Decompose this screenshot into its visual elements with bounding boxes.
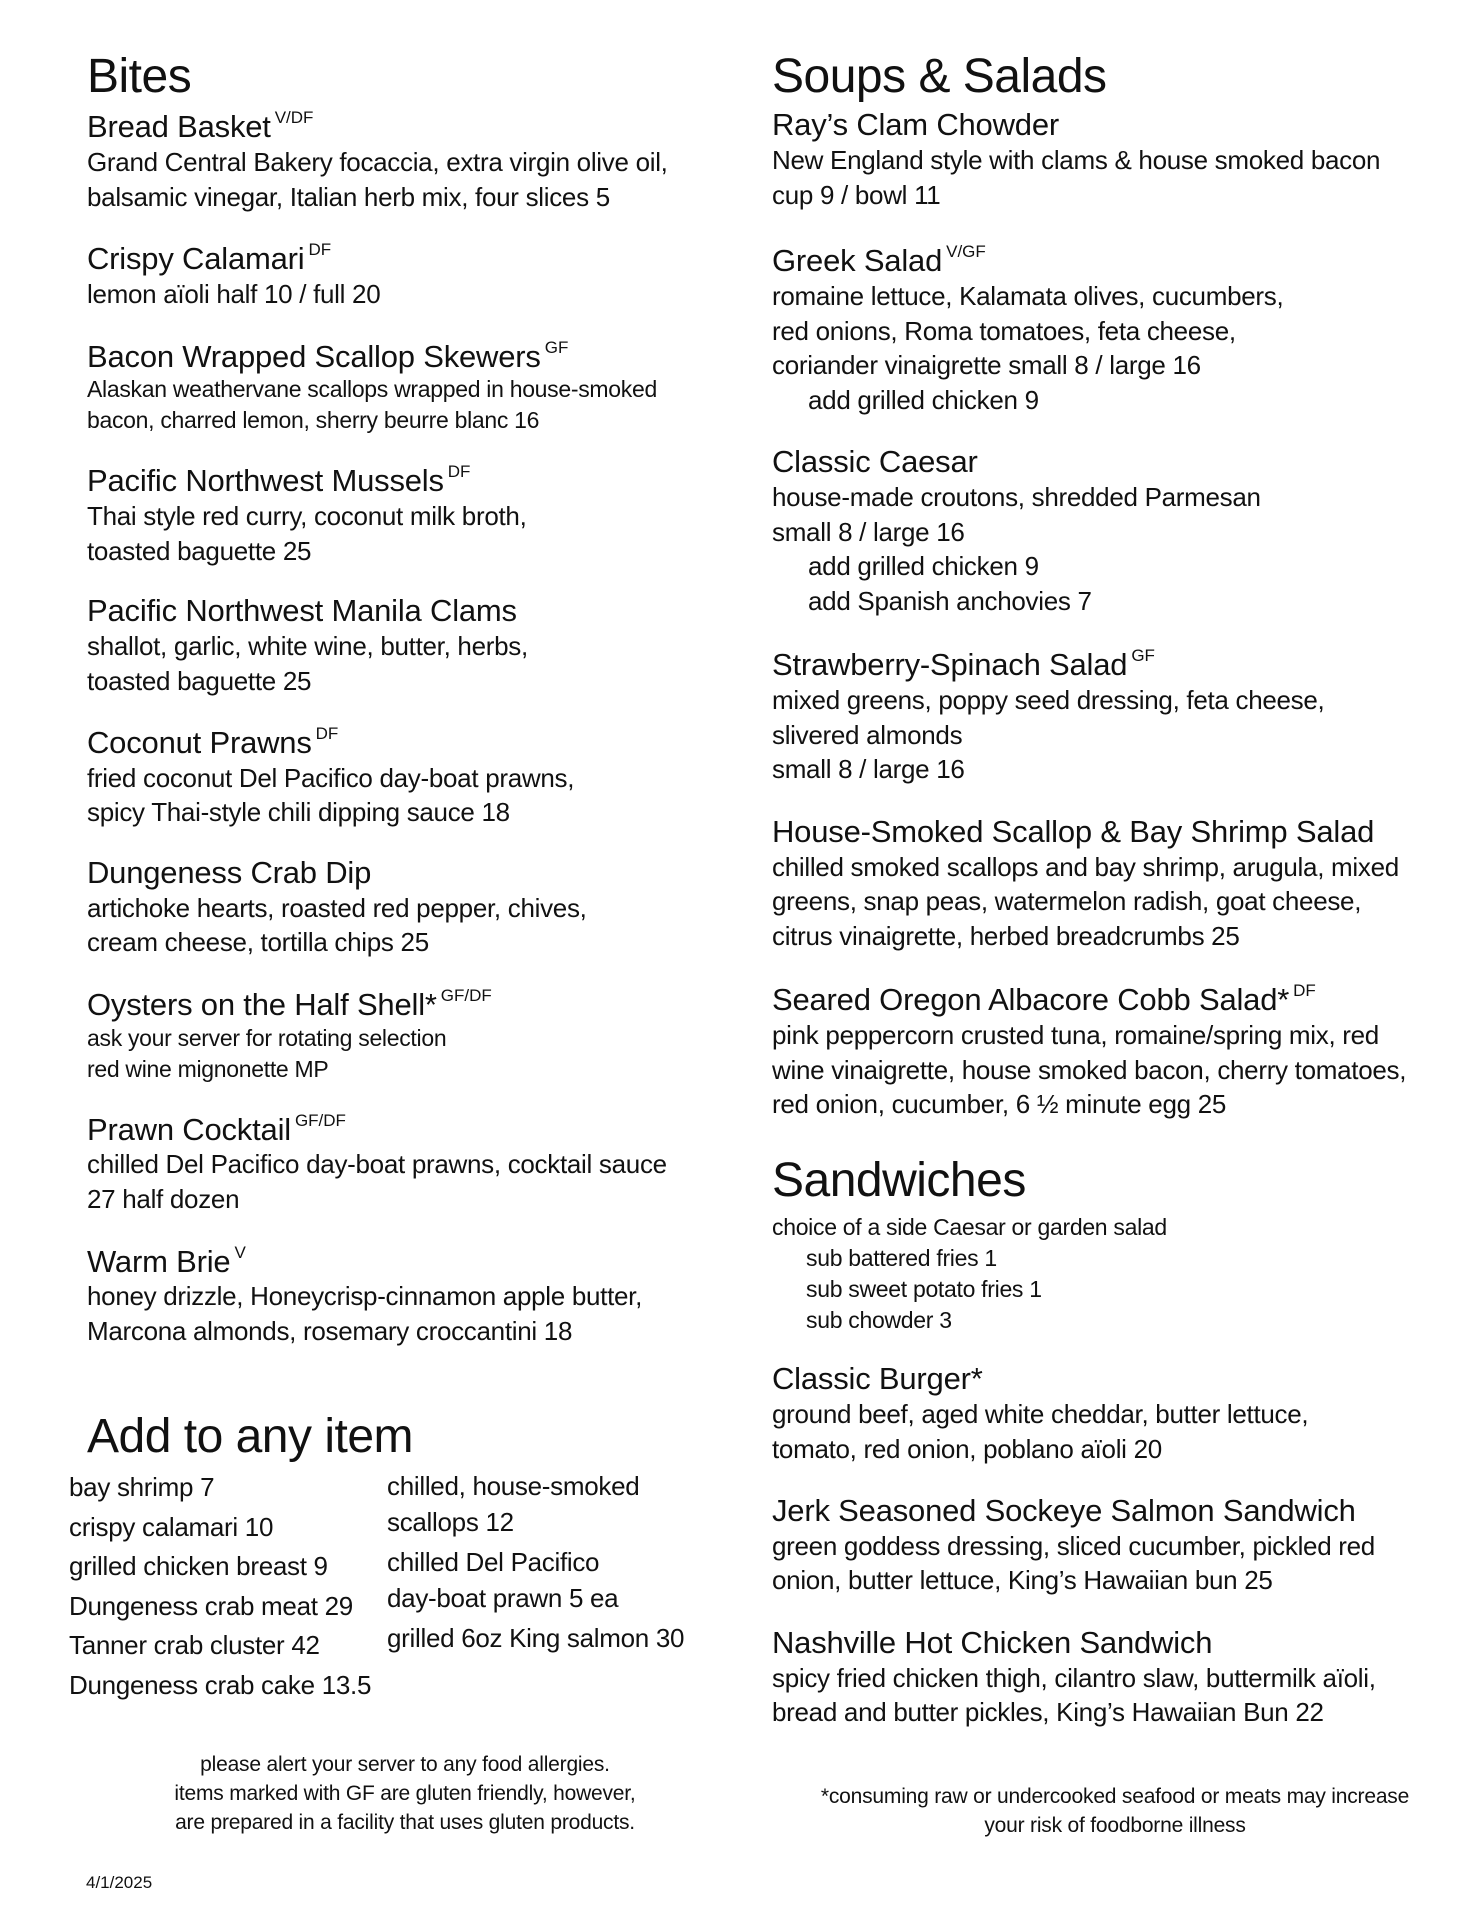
description-line: small 8 / large 16: [772, 516, 965, 547]
add-ons-column-a: [69, 1468, 389, 1705]
menu-item-name: [772, 646, 1452, 683]
menu-item-description: [772, 850, 1452, 954]
menu-item-title: Strawberry-Spinach Salad: [772, 647, 1128, 683]
allergy-note-line: please alert your server to any food allergies.: [200, 1753, 610, 1776]
menu-item-title: Warm Brie: [87, 1243, 231, 1279]
menu-item-description: [772, 279, 1452, 417]
description-line: greens, snap peas, watermelon radish, goat cheese,: [772, 886, 1362, 917]
menu-item-description: [87, 374, 727, 436]
section-title-add: Add to any item: [87, 1410, 414, 1463]
menu-item-name: [87, 1243, 727, 1280]
menu-item-title: Classic Burger*: [772, 1361, 983, 1397]
sandwich-intro: choice of a side Caesar or garden salad: [772, 1214, 1167, 1241]
description-line: onion, butter lettuce, King’s Hawaiian bun 25: [772, 1565, 1273, 1596]
menu-item-name: [772, 1362, 1452, 1397]
menu-item-description: [87, 761, 727, 830]
menu-item-description: [87, 499, 727, 568]
sandwich-list: [772, 1362, 1452, 1730]
menu-item-name: [87, 1111, 727, 1148]
diet-tag: DF: [447, 462, 471, 482]
menu-item-name: [87, 856, 727, 891]
menu-item: [772, 1362, 1452, 1466]
add-ons-column-b: [387, 1468, 717, 1660]
menu-item-description: [87, 1279, 727, 1348]
menu-item-name: [772, 445, 1452, 480]
description-line: fried coconut Del Pacifico day-boat prawns,: [87, 762, 575, 793]
menu-item-description: [87, 145, 727, 214]
menu-item-title: Bread Basket: [87, 109, 271, 145]
allergy-note: [120, 1750, 690, 1837]
diet-tag: V/DF: [274, 108, 314, 128]
add-on-item: crispy calamari 10: [69, 1511, 274, 1542]
description-line: cup 9 / bowl 11: [772, 179, 941, 210]
description-line: spicy fried chicken thigh, cilantro slaw, buttermilk aïoli,: [772, 1662, 1376, 1693]
menu-item: [772, 815, 1452, 953]
description-line: wine vinaigrette, house smoked bacon, cherry tomatoes,: [772, 1054, 1407, 1085]
menu-item-title: Jerk Seasoned Sockeye Salmon Sandwich: [772, 1493, 1356, 1529]
section-title-sandwiches: Sandwiches: [772, 1153, 1026, 1207]
menu-item: [87, 1243, 727, 1349]
diet-tag: GF/DF: [440, 985, 492, 1005]
sub-option: sub battered fries 1: [806, 1245, 997, 1272]
description-line: red onion, cucumber, 6 ½ minute egg 25: [772, 1089, 1227, 1120]
menu-item-description: [772, 1018, 1452, 1122]
description-line: red wine mignonette MP: [87, 1055, 329, 1082]
add-on-line: add grilled chicken 9: [808, 551, 1039, 582]
menu-item-title: Dungeness Crab Dip: [87, 855, 372, 890]
menu-item-title: Seared Oregon Albacore Cobb Salad*: [772, 982, 1290, 1018]
menu-item: [772, 646, 1452, 786]
menu-item: [772, 108, 1452, 212]
description-line: citrus vinaigrette, herbed breadcrumbs 25: [772, 920, 1240, 951]
description-line: Marcona almonds, rosemary croccantini 18: [87, 1315, 573, 1346]
diet-tag: V: [234, 1242, 246, 1262]
menu-item: [87, 462, 727, 568]
menu-item: [87, 108, 727, 214]
description-line: chilled smoked scallops and bay shrimp, arugula, mixed: [772, 851, 1399, 882]
menu-item-description: [87, 1023, 727, 1085]
menu-item-title: Bacon Wrapped Scallop Skewers: [87, 338, 541, 374]
menu-item-title: Classic Caesar: [772, 444, 978, 480]
menu-item: [87, 1111, 727, 1217]
menu-item-name: [772, 981, 1452, 1018]
description-line: toasted baguette 25: [87, 535, 312, 566]
menu-item-description: [87, 1147, 727, 1216]
description-line: balsamic vinegar, Italian herb mix, four slices 5: [87, 181, 610, 212]
add-to-any-item-section: [87, 1412, 727, 1462]
menu-item: [772, 1626, 1452, 1730]
menu-item: [772, 1494, 1452, 1598]
description-line: house-made croutons, shredded Parmesan: [772, 482, 1261, 513]
allergy-note-line: items marked with GF are gluten friendly, however,: [174, 1782, 636, 1805]
add-on-item: scallops 12: [387, 1507, 514, 1537]
description-line: cream cheese, tortilla chips 25: [87, 927, 429, 958]
menu-item-name: [772, 1494, 1452, 1529]
menu-item-description: [772, 683, 1452, 787]
menu-item-title: Ray’s Clam Chowder: [772, 107, 1059, 143]
description-line: bacon, charred lemon, sherry beurre blanc 16: [87, 407, 540, 434]
description-line: mixed greens, poppy seed dressing, feta cheese,: [772, 685, 1325, 716]
date-stamp: 4/1/2025: [86, 1873, 153, 1892]
menu-item-description: [87, 891, 727, 960]
section-title-soups-salads: Soups & Salads: [772, 50, 1107, 103]
menu-item: [87, 724, 727, 830]
add-on-item: bay shrimp 7: [69, 1472, 215, 1502]
description-line: 27 half dozen: [87, 1183, 240, 1214]
menu-item-name: [87, 594, 727, 629]
menu-item-description: [772, 1661, 1452, 1730]
description-line: spicy Thai-style chili dipping sauce 18: [87, 797, 510, 828]
add-on-item: Tanner crab cluster 42: [69, 1630, 320, 1660]
description-line: coriander vinaigrette small 8 / large 16: [772, 350, 1201, 381]
menu-item-description: [87, 629, 727, 698]
description-line: Alaskan weathervane scallops wrapped in house-smoked: [87, 376, 657, 403]
description-line: ask your server for rotating selection: [87, 1024, 447, 1051]
menu-item-title: Pacific Northwest Mussels: [87, 463, 444, 499]
description-line: bread and butter pickles, King’s Hawaiian Bun 22: [772, 1697, 1324, 1728]
menu-item-name: [772, 108, 1452, 143]
description-line: romaine lettuce, Kalamata olives, cucumbers,: [772, 280, 1284, 311]
diet-tag: DF: [315, 724, 339, 744]
description-line: artichoke hearts, roasted red pepper, chives,: [87, 892, 587, 923]
add-on-item: grilled chicken breast 9: [69, 1551, 328, 1581]
menu-item: [772, 981, 1452, 1121]
menu-item-title: Prawn Cocktail: [87, 1111, 291, 1147]
add-on-item: chilled, house-smoked: [387, 1471, 640, 1501]
diet-tag: V/GF: [946, 242, 986, 262]
menu-item: [87, 986, 727, 1085]
description-line: small 8 / large 16: [772, 754, 965, 785]
description-line: Grand Central Bakery focaccia, extra virgin olive oil,: [87, 147, 668, 178]
add-on-item: grilled 6oz King salmon 30: [387, 1623, 685, 1653]
diet-tag: GF: [544, 337, 569, 357]
menu-item-name: [87, 338, 727, 375]
raw-food-warning: [780, 1782, 1450, 1840]
left-column: [87, 52, 727, 1376]
menu-item: [772, 242, 1452, 417]
menu-item: [87, 240, 727, 311]
menu-item-title: House-Smoked Scallop & Bay Shrimp Salad: [772, 813, 1375, 849]
description-line: green goddess dressing, sliced cucumber, pickled red: [772, 1530, 1375, 1561]
menu-item-name: [87, 108, 727, 145]
add-on-item: Dungeness crab meat 29: [69, 1590, 353, 1621]
right-column: [772, 52, 1452, 1730]
bites-list: [87, 108, 727, 1348]
menu-item: [772, 445, 1452, 618]
add-on-item: Dungeness crab cake 13.5: [69, 1669, 372, 1700]
menu-item-title: Crispy Calamari: [87, 241, 305, 277]
description-line: Thai style red curry, coconut milk broth,: [87, 501, 527, 532]
menu-item-name: [87, 724, 727, 761]
description-line: lemon aïoli half 10 / full 20: [87, 278, 381, 309]
sub-option: sub sweet potato fries 1: [806, 1276, 1042, 1303]
menu-item-title: Greek Salad: [772, 243, 943, 279]
diet-tag: GF: [1131, 646, 1155, 666]
menu-item-title: Oysters on the Half Shell*: [87, 986, 437, 1022]
add-on-item: day-boat prawn 5 ea: [387, 1583, 619, 1613]
description-line: New England style with clams & house smoked bacon: [772, 145, 1381, 176]
soups-salads-list: [772, 108, 1452, 1121]
menu-item: [87, 338, 727, 437]
add-on-item: chilled Del Pacifico: [387, 1547, 600, 1577]
diet-tag: GF/DF: [294, 1110, 346, 1130]
sub-option: sub chowder 3: [806, 1307, 952, 1334]
add-on-line: add grilled chicken 9: [808, 384, 1039, 415]
menu-item-name: [87, 240, 727, 277]
diet-tag: DF: [1293, 981, 1316, 1001]
description-line: chilled Del Pacifico day-boat prawns, cocktail sauce: [87, 1149, 667, 1180]
menu-item: [87, 594, 727, 698]
menu-item-name: [772, 1626, 1452, 1661]
description-line: honey drizzle, Honeycrisp-cinnamon apple butter,: [87, 1281, 643, 1312]
menu-item-description: [87, 277, 727, 312]
menu-item-title: Pacific Northwest Manila Clams: [87, 593, 517, 629]
description-line: ground beef, aged white cheddar, butter lettuce,: [772, 1398, 1309, 1429]
menu-item-description: [772, 1397, 1452, 1466]
sandwich-subs: [772, 1243, 1452, 1336]
menu-item-name: [772, 242, 1452, 279]
diet-tag: DF: [308, 240, 332, 260]
allergy-note-line: are prepared in a facility that uses gluten products.: [175, 1811, 635, 1834]
menu-item-name: [772, 815, 1452, 850]
menu-item: [87, 856, 727, 960]
menu-item-description: [772, 143, 1452, 212]
description-line: pink peppercorn crusted tuna, romaine/spring mix, red: [772, 1019, 1379, 1050]
menu-item-name: [87, 986, 727, 1023]
menu-item-description: [772, 1529, 1452, 1598]
menu-item-title: Coconut Prawns: [87, 725, 312, 761]
menu-item-description: [772, 480, 1452, 618]
sandwich-sides: [772, 1212, 1452, 1336]
raw-note-line: your risk of foodborne illness: [984, 1814, 1246, 1837]
description-line: shallot, garlic, white wine, butter, herbs,: [87, 630, 528, 661]
add-on-line: add Spanish anchovies 7: [808, 585, 1092, 616]
description-line: slivered almonds: [772, 719, 963, 750]
menu-item-title: Nashville Hot Chicken Sandwich: [772, 1625, 1213, 1661]
raw-note-line: *consuming raw or undercooked seafood or meats may increase: [820, 1785, 1410, 1808]
description-line: red onions, Roma tomatoes, feta cheese,: [772, 315, 1236, 346]
menu-item-name: [87, 462, 727, 499]
description-line: tomato, red onion, poblano aïoli 20: [772, 1433, 1162, 1464]
section-title-bites: Bites: [87, 50, 192, 103]
description-line: toasted baguette 25: [87, 665, 312, 696]
